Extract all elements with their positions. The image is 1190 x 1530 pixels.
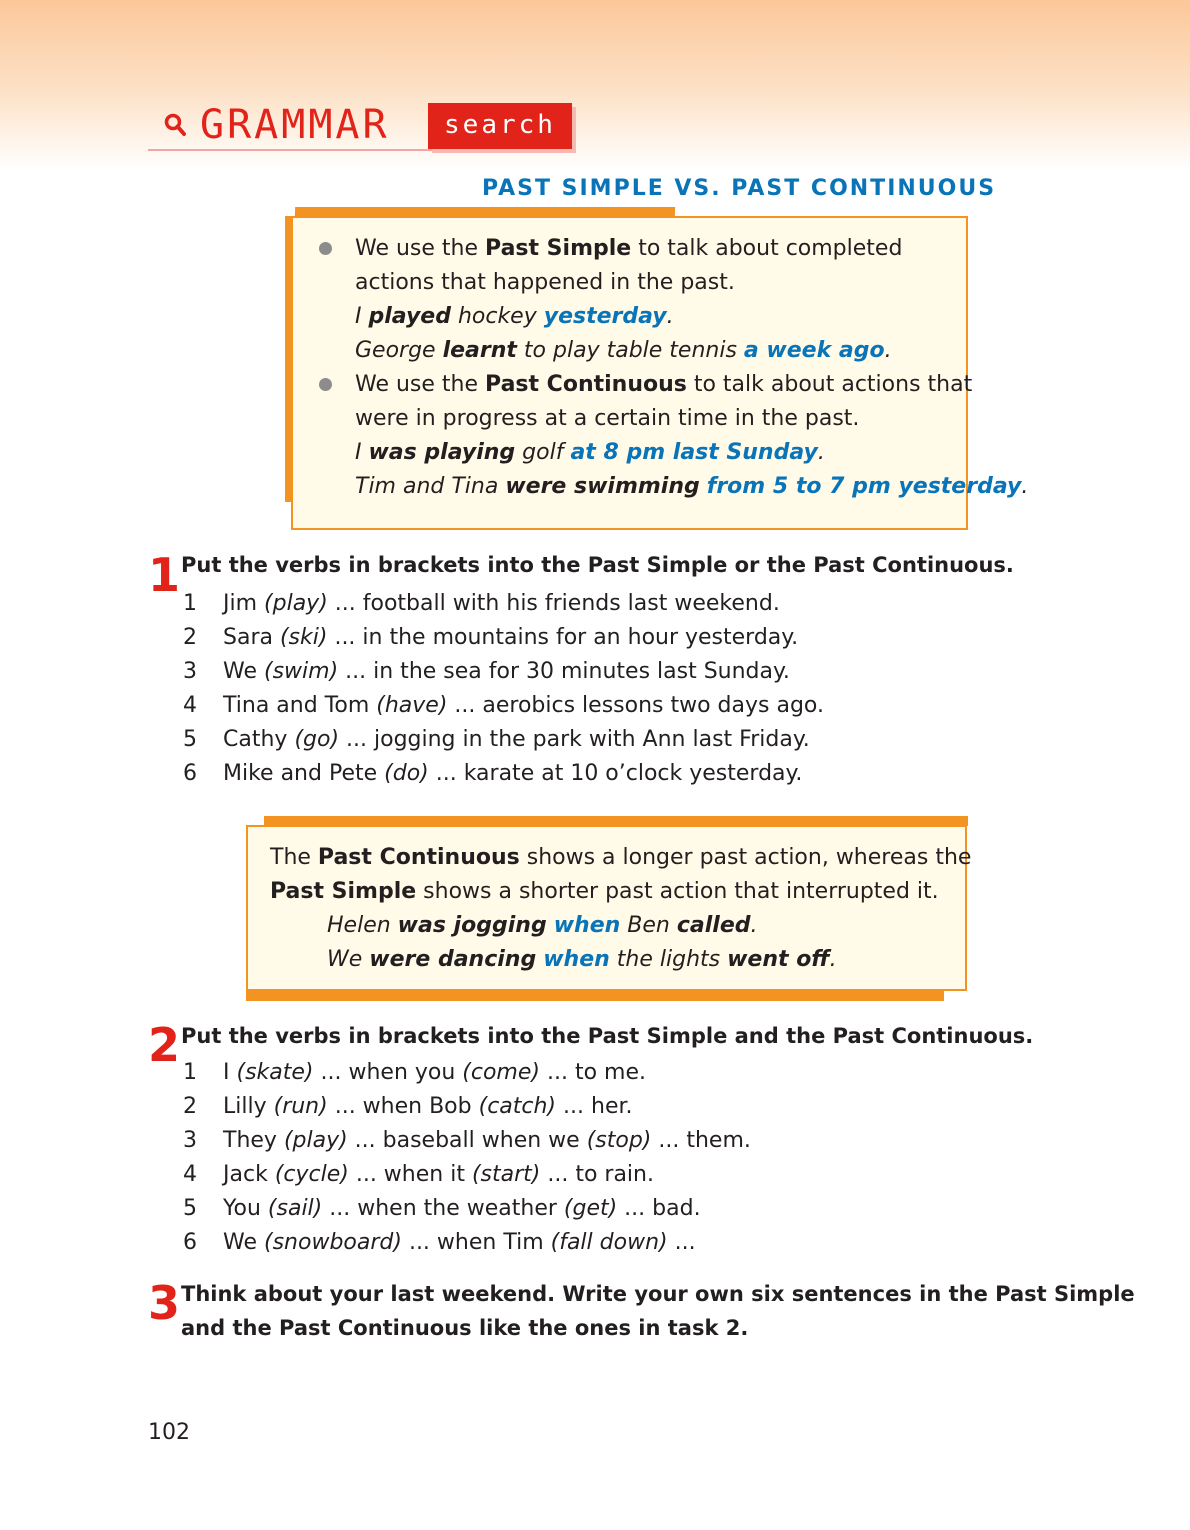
item-number: 3 [183,1128,197,1153]
search-tag: search [428,103,572,149]
rule-line: Past Simple shows a shorter past action that interrupted it. [270,879,939,904]
grammar-word: GRAMMAR [200,102,390,148]
exercise-instruction: Put the verbs in brackets into the Past Simple or the Past Continuous. [181,553,1014,577]
item-number: 3 [183,659,197,684]
list-item: Sara (ski) ... in the mountains for an hour yesterday. [223,625,799,650]
item-number: 4 [183,1162,197,1187]
rule-example: I played hockey yesterday. [355,304,674,329]
list-item: We (snowboard) ... when Tim (fall down) ... [223,1230,696,1255]
grammar-search-header [148,101,578,151]
rule-line: We use the Past Simple to talk about completed [355,236,903,261]
item-number: 5 [183,727,197,752]
box-accent-bottom [246,990,944,1001]
list-item: Lilly (run) ... when Bob (catch) ... her. [223,1094,633,1119]
rule-example: I was playing golf at 8 pm last Sunday. [355,440,825,465]
rule-line: We use the Past Continuous to talk about actions that [355,372,973,397]
box-accent-top [295,207,675,216]
rule-example: Tim and Tina were swimming from 5 to 7 pm yesterday. [355,474,1029,499]
rule-line: The Past Continuous shows a longer past action, whereas the [270,845,972,870]
exercise-instruction: Think about your last weekend. Write your own six sentences in the Past Simple [181,1282,1135,1306]
list-item: They (play) ... baseball when we (stop) ... them. [223,1128,751,1153]
item-number: 2 [183,1094,197,1119]
item-number: 6 [183,761,197,786]
bullet-dot [319,242,332,255]
list-item: Cathy (go) ... jogging in the park with Ann last Friday. [223,727,810,752]
exercise-instruction: and the Past Continuous like the ones in task 2. [181,1316,749,1340]
item-number: 4 [183,693,197,718]
item-number: 2 [183,625,197,650]
list-item: Tina and Tom (have) ... aerobics lessons two days ago. [223,693,824,718]
list-item: We (swim) ... in the sea for 30 minutes last Sunday. [223,659,790,684]
rule-example: George learnt to play table tennis a week ago. [355,338,892,363]
section-title: PAST SIMPLE VS. PAST CONTINUOUS [482,176,997,201]
magnifier-icon [164,113,186,137]
list-item: Jack (cycle) ... when it (start) ... to rain. [223,1162,654,1187]
item-number: 1 [183,1060,197,1085]
item-number: 1 [183,591,197,616]
exercise-number: 1 [148,548,181,602]
item-number: 5 [183,1196,197,1221]
item-number: 6 [183,1230,197,1255]
rule-example: Helen was jogging when Ben called. [327,913,758,938]
list-item: I (skate) ... when you (come) ... to me. [223,1060,646,1085]
bullet-dot [319,378,332,391]
page-number: 102 [148,1420,190,1445]
list-item: You (sail) ... when the weather (get) ... bad. [223,1196,701,1221]
list-item: Mike and Pete (do) ... karate at 10 o’clock yesterday. [223,761,803,786]
rule-box-interrupted-action [246,825,972,991]
exercise-number: 3 [148,1276,181,1330]
rule-line: actions that happened in the past. [355,270,735,295]
rule-line: were in progress at a certain time in the past. [355,406,860,431]
rule-box [291,216,1029,530]
list-item: Jim (play) ... football with his friends last weekend. [223,591,780,616]
exercise-number: 2 [148,1018,181,1072]
exercise-instruction: Put the verbs in brackets into the Past Simple and the Past Continuous. [181,1024,1034,1048]
rule-example: We were dancing when the lights went off. [327,947,837,972]
